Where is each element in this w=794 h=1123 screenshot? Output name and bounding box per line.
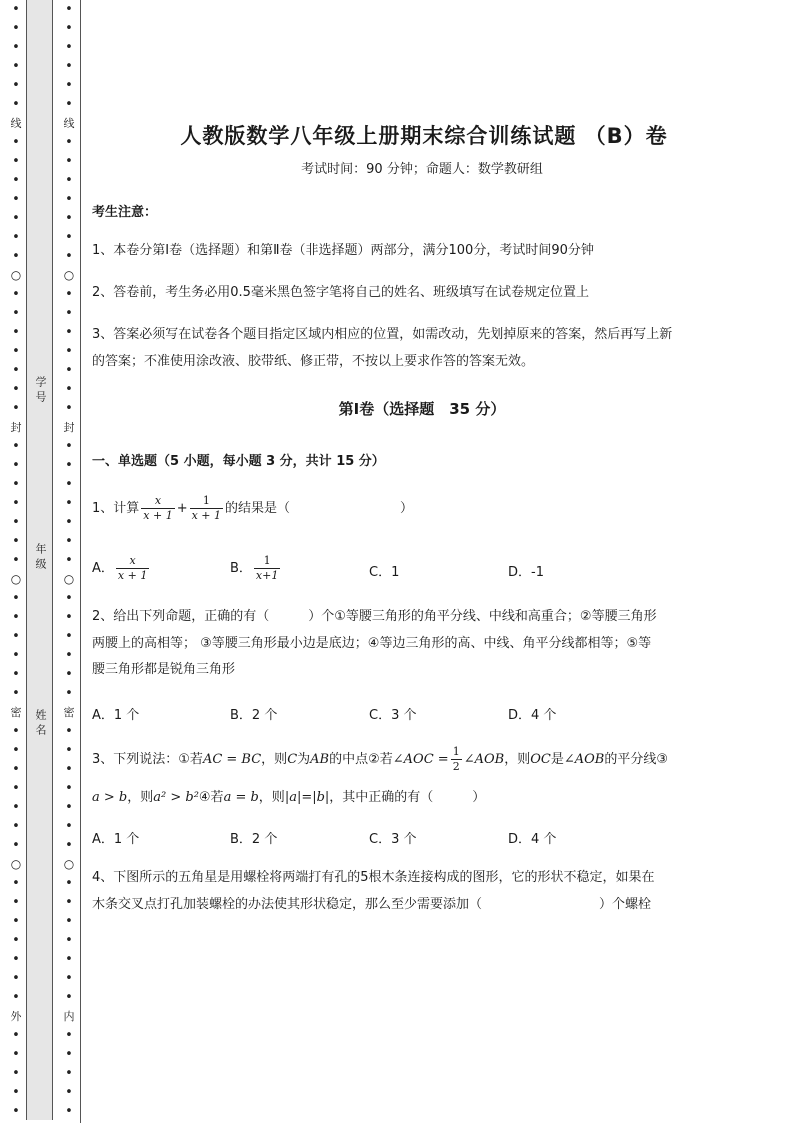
q1-close: ） [400, 501, 414, 516]
inner-dotted-line [62, 0, 76, 1123]
q2-option-d[interactable]: D．4 个 [508, 708, 557, 723]
dot: • [12, 287, 20, 302]
q1-option-d[interactable]: D．-1 [508, 565, 544, 580]
dot: • [12, 363, 20, 378]
dot: • [12, 249, 20, 264]
dot: • [65, 686, 73, 701]
seal-line-mark: 密 [63, 706, 75, 719]
dot: • [12, 1047, 20, 1062]
dot: • [12, 610, 20, 625]
part-heading: 一、单选题（5 小题，每小题 3 分，共计 15 分） [92, 454, 385, 469]
circle-mark: ○ [63, 268, 75, 282]
dot: • [12, 800, 20, 815]
dot: • [12, 2, 20, 17]
dot: • [65, 876, 73, 891]
seal-line-mark: 线 [10, 117, 22, 130]
dot: • [12, 591, 20, 606]
circle-mark: ○ [10, 857, 22, 871]
dot: • [65, 477, 73, 492]
notice-heading: 考生注意： [92, 205, 158, 220]
q1-option-a[interactable]: A． $\frac{x}{x + 1}$ [92, 554, 148, 582]
notice-item-1: 1、本卷分第Ⅰ卷（选择题）和第Ⅱ卷（非选择题）两部分，满分100分，考试时间90分钟 [92, 243, 594, 258]
dot: • [12, 382, 20, 397]
dot: • [65, 648, 73, 663]
dot: • [12, 667, 20, 682]
field-label-text: 姓名 [34, 709, 47, 739]
dot: • [12, 971, 20, 986]
notice-item-3: 3、答案必须写在试卷各个题目指定区域内相应的位置，如需改动，先划掉原来的答案，然后再写上新 [92, 327, 673, 342]
dot: • [12, 1104, 20, 1119]
q2-option-b[interactable]: B．2 个 [230, 708, 278, 723]
dot: • [65, 762, 73, 777]
dot: • [12, 344, 20, 359]
dot: • [65, 344, 73, 359]
seal-line-mark: 外 [10, 1010, 22, 1023]
dot: • [65, 230, 73, 245]
seal-line-mark: 封 [63, 421, 75, 434]
dot: • [12, 439, 20, 454]
dot: • [65, 287, 73, 302]
outer-dotted-line [9, 0, 23, 1123]
dot: • [65, 895, 73, 910]
circle-mark: ○ [10, 572, 22, 586]
dot: • [12, 990, 20, 1005]
dot: • [12, 895, 20, 910]
dot: • [12, 458, 20, 473]
q2-line-2: 两腰上的高相等； ③等腰三角形最小边是底边；④等边三角形的高、中线、角平分线都相等；⑤等 [92, 636, 652, 651]
dot: • [12, 1066, 20, 1081]
seal-line-mark: 线 [63, 117, 75, 130]
dot: • [12, 629, 20, 644]
dot: • [65, 496, 73, 511]
circle-mark: ○ [63, 572, 75, 586]
dot: • [12, 173, 20, 188]
dot: • [12, 401, 20, 416]
dot: • [65, 21, 73, 36]
dot: • [65, 781, 73, 796]
dot: • [65, 629, 73, 644]
dot: • [12, 534, 20, 549]
q1-option-b[interactable]: B． $\frac{1}{x+1}$ [230, 554, 279, 582]
dot: • [12, 515, 20, 530]
q1-suffix: 的结果是（ [225, 501, 291, 516]
q2-line-3: 腰三角形都是锐角三角形 [92, 662, 236, 677]
q3-option-b[interactable]: B．2 个 [230, 832, 278, 847]
dot: • [65, 1066, 73, 1081]
dot: • [12, 154, 20, 169]
exam-title: 人教版数学八年级上册期末综合训练试题 （B）卷 [180, 124, 668, 148]
dot: • [65, 971, 73, 986]
dot: • [65, 933, 73, 948]
q1-fraction-1: $\frac{x}{x + 1}$ [143, 494, 173, 522]
name-label [33, 709, 49, 739]
dot: • [12, 838, 20, 853]
dot: • [65, 363, 73, 378]
dot: • [65, 610, 73, 625]
dot: • [65, 553, 73, 568]
dot: • [65, 192, 73, 207]
q4-line-1: 4、下图所示的五角星是用螺栓将两端打有孔的5根木条连接构成的图形，它的形状不稳定，如果在 [92, 870, 655, 885]
dot: • [12, 21, 20, 36]
q3-line-2: a > b，则a² > b²④若a = b，则|a|=|b|，其中正确的有（ ） [92, 790, 486, 805]
dot: • [65, 458, 73, 473]
dot: • [12, 952, 20, 967]
dot: • [65, 154, 73, 169]
section-title: 第Ⅰ卷（选择题 35 分） [338, 400, 506, 418]
dot: • [65, 173, 73, 188]
dot: • [12, 819, 20, 834]
notice-item-2: 2、答卷前，考生务必用0.5毫米黑色签字笔将自己的姓名、班级填写在试卷规定位置上 [92, 285, 589, 300]
dot: • [12, 648, 20, 663]
dot: • [12, 211, 20, 226]
dot: • [12, 192, 20, 207]
dot: • [65, 724, 73, 739]
q3-option-c[interactable]: C．3 个 [369, 832, 417, 847]
dot: • [12, 325, 20, 340]
dot: • [65, 211, 73, 226]
q1-option-c[interactable]: C．1 [369, 565, 400, 580]
dot: • [12, 686, 20, 701]
q4-line-2: 木条交叉点打孔加装螺栓的办法使其形状稳定，那么至少需要添加（ ）个螺栓 [92, 897, 652, 912]
dot: • [12, 135, 20, 150]
question-1 [92, 494, 413, 523]
dot: • [65, 667, 73, 682]
dot: • [65, 591, 73, 606]
dot: • [65, 59, 73, 74]
dot: • [65, 249, 73, 264]
dot: • [12, 306, 20, 321]
dot: • [65, 1028, 73, 1043]
dot: • [65, 325, 73, 340]
field-label-text: 学号 [34, 376, 47, 406]
dot: • [65, 401, 73, 416]
dot: • [65, 40, 73, 55]
dot: • [65, 743, 73, 758]
dot: • [12, 78, 20, 93]
grade-label [33, 543, 49, 573]
dot: • [65, 800, 73, 815]
dot: • [65, 135, 73, 150]
dot: • [12, 553, 20, 568]
q3-option-d[interactable]: D．4 个 [508, 832, 557, 847]
q1-prefix: 1、计算 [92, 501, 140, 516]
dot: • [65, 819, 73, 834]
circle-mark: ○ [63, 857, 75, 871]
dot: • [12, 477, 20, 492]
dot: • [12, 724, 20, 739]
exam-subtitle: 考试时间：90 分钟；命题人：数学教研组 [301, 162, 543, 177]
q2-option-a[interactable]: A．1 个 [92, 708, 140, 723]
dot: • [65, 382, 73, 397]
dot: • [12, 40, 20, 55]
dot: • [65, 1104, 73, 1119]
dot: • [65, 515, 73, 530]
student-id-label [33, 376, 49, 406]
dot: • [65, 914, 73, 929]
dot: • [12, 97, 20, 112]
dot: • [65, 439, 73, 454]
seal-line-mark: 封 [10, 421, 22, 434]
q1-fraction-2: $\frac{1}{x + 1}$ [191, 494, 222, 522]
dot: • [12, 781, 20, 796]
dot: • [65, 990, 73, 1005]
q1-plus: + [176, 501, 188, 516]
dot: • [12, 1085, 20, 1100]
dot: • [65, 78, 73, 93]
dot: • [65, 1085, 73, 1100]
dot: • [12, 496, 20, 511]
field-label-text: 年级 [34, 543, 47, 573]
dot: • [12, 230, 20, 245]
dot: • [12, 876, 20, 891]
q2-line-1: 2、给出下列命题，正确的有（ ）个①等腰三角形的角平分线、中线和高重合；②等腰三角形 [92, 609, 657, 624]
dot: • [65, 838, 73, 853]
dot: • [12, 762, 20, 777]
q3-line-1: 3、下列说法：①若AC = BC，则C为AB的中点②若∠AOC = $\frac{1}{2}$ ∠AOB，则OC是∠AOB的平分线③ [92, 745, 668, 773]
dot: • [12, 1028, 20, 1043]
dot: • [12, 914, 20, 929]
notice-item-3-cont: 的答案；不准使用涂改液、胶带纸、修正带，不按以上要求作答的答案无效。 [92, 354, 535, 369]
binding-margin [0, 0, 82, 1123]
dot: • [12, 933, 20, 948]
seal-line-mark: 密 [10, 706, 22, 719]
dot: • [65, 1047, 73, 1062]
dot: • [65, 952, 73, 967]
dot: • [12, 743, 20, 758]
circle-mark: ○ [10, 268, 22, 282]
margin-rule [80, 0, 81, 1123]
q2-option-c[interactable]: C．3 个 [369, 708, 417, 723]
dot: • [12, 59, 20, 74]
dot: • [65, 534, 73, 549]
q3-option-a[interactable]: A．1 个 [92, 832, 140, 847]
dot: • [65, 97, 73, 112]
seal-line-mark: 内 [63, 1010, 75, 1023]
dot: • [65, 306, 73, 321]
dot: • [65, 2, 73, 17]
